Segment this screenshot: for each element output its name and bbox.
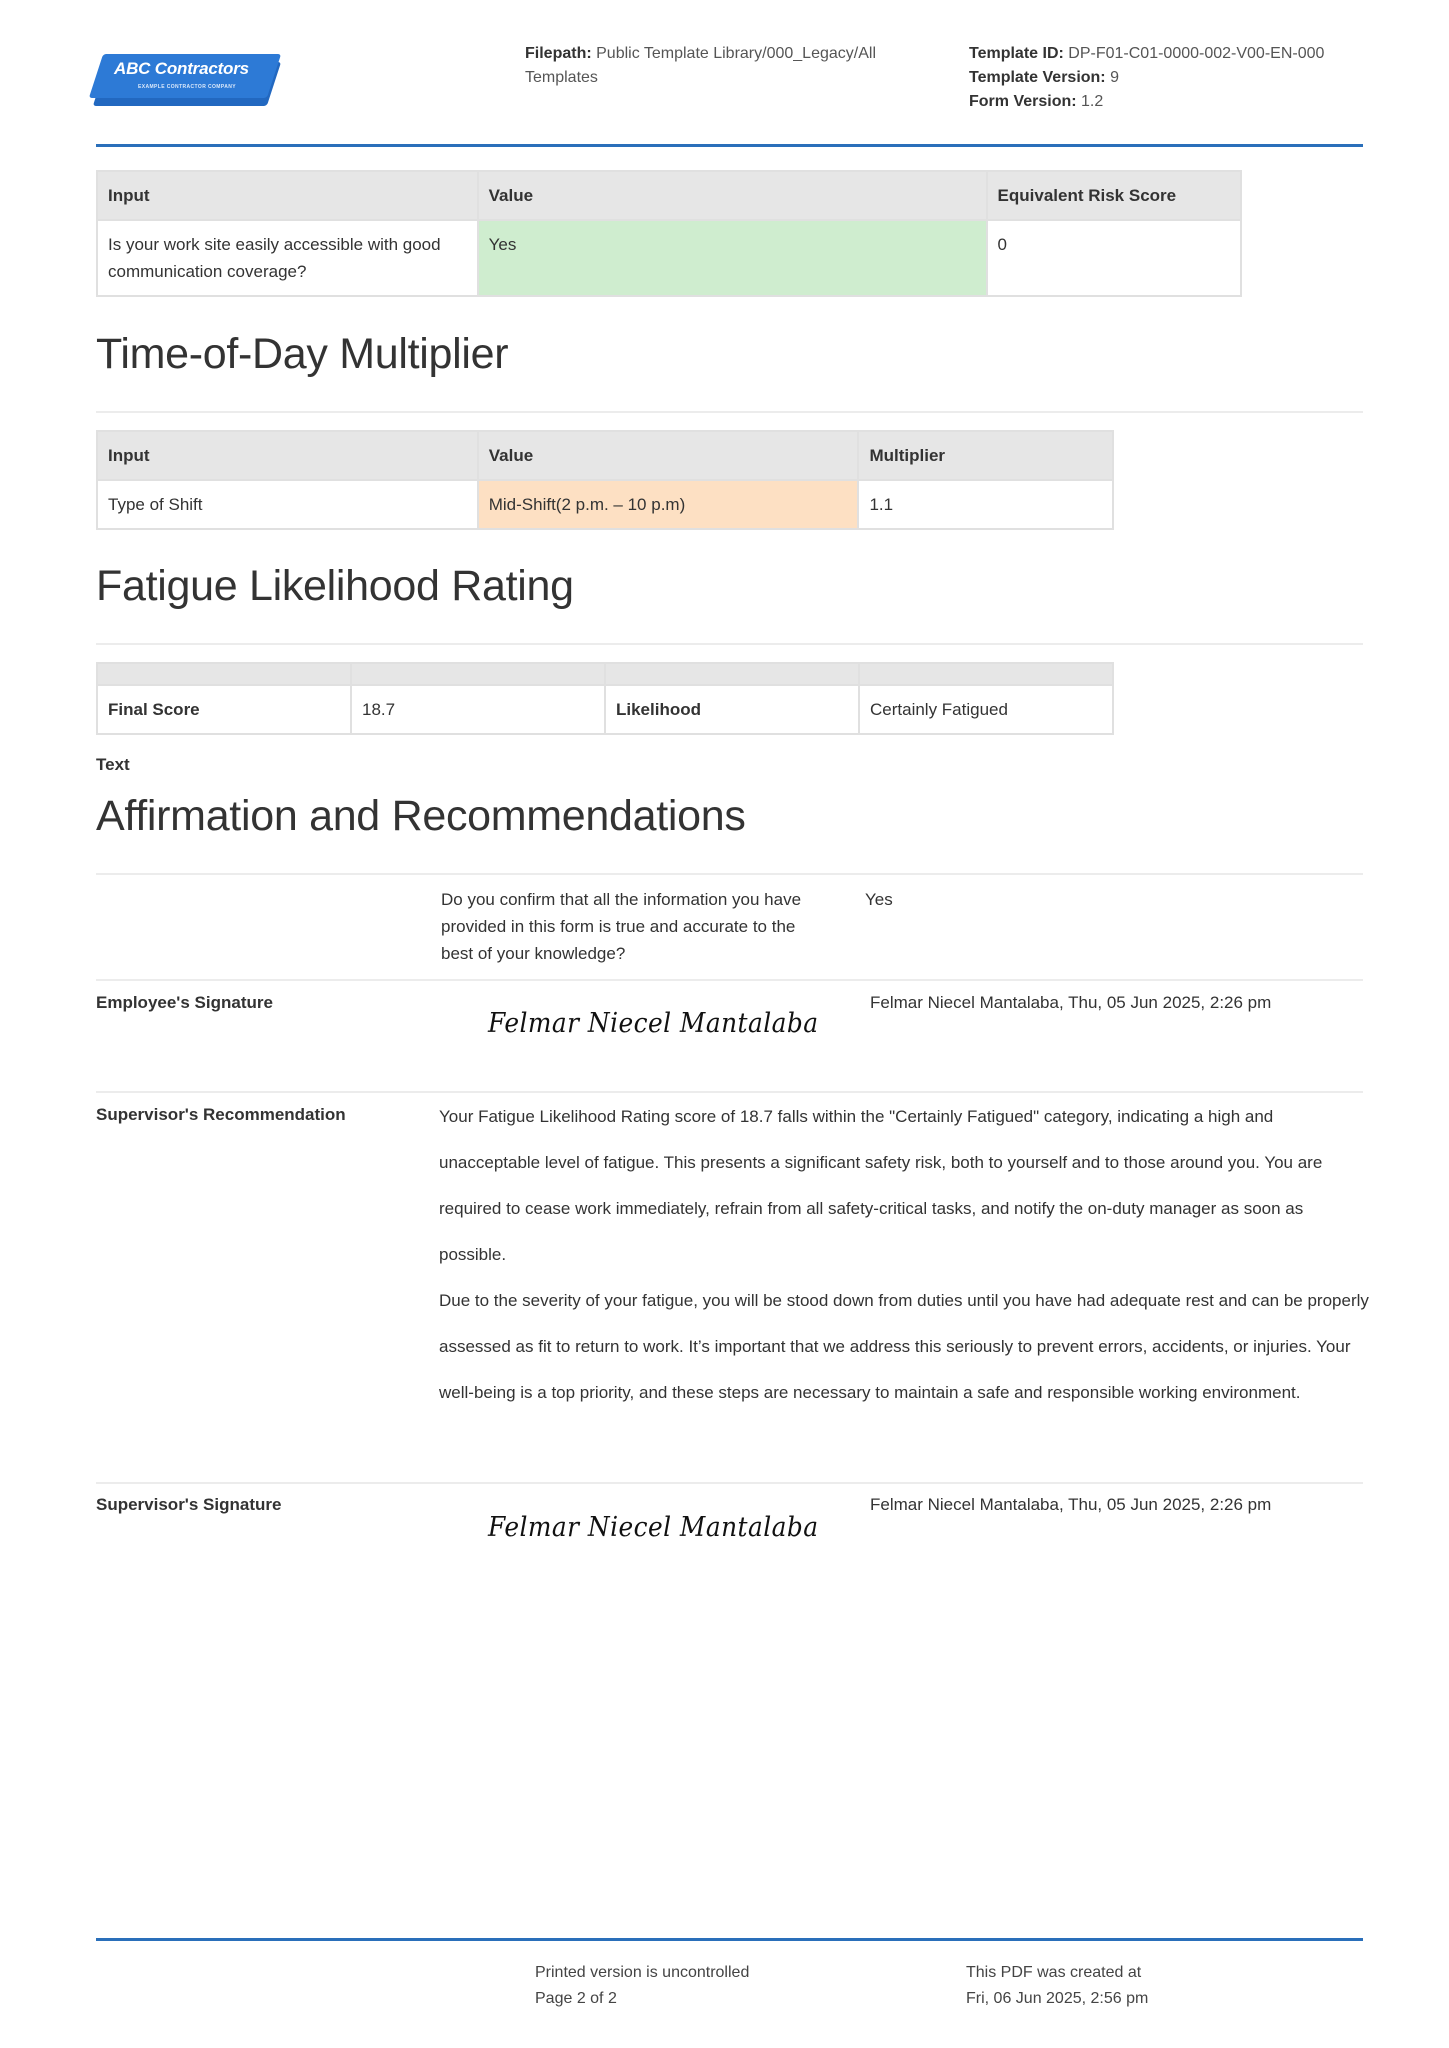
header-divider xyxy=(96,144,1363,147)
row-divider xyxy=(96,979,1363,981)
created-timestamp: Fri, 06 Jun 2025, 2:56 pm xyxy=(966,1990,1149,2007)
page-header xyxy=(96,40,1363,146)
section-title-time-of-day: Time-of-Day Multiplier xyxy=(96,330,509,378)
column-header-risk-score: Equivalent Risk Score xyxy=(987,171,1241,220)
section-divider xyxy=(96,643,1363,645)
column-header-value: Value xyxy=(478,171,987,220)
time-of-day-table xyxy=(96,430,1114,530)
confirm-answer: Yes xyxy=(865,890,893,909)
row-divider xyxy=(96,1482,1363,1484)
logo-title: ABC Contractors xyxy=(114,59,249,78)
column-header-value: Value xyxy=(478,431,859,480)
risk-score-table xyxy=(96,170,1242,297)
empty-header-cell xyxy=(97,663,351,685)
page-number: Page 2 of 2 xyxy=(535,1990,617,2007)
supervisor-recommendation-text xyxy=(439,1094,1369,1416)
section-title-affirmation: Affirmation and Recommendations xyxy=(96,792,746,840)
employee-signature-meta: Felmar Niecel Mantalaba, Thu, 05 Jun 2025, 2:26 pm xyxy=(870,993,1272,1012)
recommendation-paragraph: Your Fatigue Likelihood Rating score of 18.7 falls within the "Certainly Fatigued" category, indicating a high and unacceptable level of fatigue. This presents a significant safety risk, both to yourself and to those around you. You are required to cease work immediately, refrain from all safety-critical tasks, and notify the on-duty manager as soon as possible. xyxy=(439,1107,1323,1264)
filepath-label: Filepath: xyxy=(525,45,592,62)
table-row xyxy=(97,480,1113,529)
column-header-input: Input xyxy=(97,171,478,220)
employee-signature-label: Employee's Signature xyxy=(96,993,273,1012)
template-id-label: Template ID: xyxy=(969,45,1064,62)
created-label: This PDF was created at xyxy=(966,1964,1142,1981)
confirm-question: Do you confirm that all the information you have provided in this form is true and accurate to the best of your knowledge? xyxy=(441,890,802,963)
empty-header-cell xyxy=(605,663,859,685)
form-version-label: Form Version: xyxy=(969,93,1077,110)
input-cell: Type of Shift xyxy=(97,480,478,529)
supervisor-signature-image: Felmar Niecel Mantalaba xyxy=(488,1512,819,1543)
form-version-value: 1.2 xyxy=(1081,93,1104,110)
template-meta xyxy=(969,42,1369,114)
empty-header-cell xyxy=(351,663,605,685)
template-id xyxy=(969,42,1369,66)
value-cell: Mid-Shift(2 p.m. – 10 p.m) xyxy=(478,480,859,529)
template-version xyxy=(969,66,1369,90)
employee-signature-image: Felmar Niecel Mantalaba xyxy=(488,1008,819,1039)
filepath-meta xyxy=(525,42,925,90)
supervisor-recommendation-label: Supervisor's Recommendation xyxy=(96,1105,346,1124)
risk-score-cell: 0 xyxy=(987,220,1241,296)
likelihood-label: Likelihood xyxy=(605,685,859,734)
row-divider xyxy=(96,1091,1363,1093)
template-version-value: 9 xyxy=(1110,69,1119,86)
supervisor-signature-label: Supervisor's Signature xyxy=(96,1495,282,1514)
logo-subtitle: EXAMPLE CONTRACTOR COMPANY xyxy=(138,84,236,90)
value-cell: Yes xyxy=(478,220,987,296)
filepath-value: Public Template Library/000_Legacy/All Templates xyxy=(525,45,876,86)
table-row xyxy=(97,220,1241,296)
multiplier-cell: 1.1 xyxy=(858,480,1113,529)
section-title-fatigue-rating: Fatigue Likelihood Rating xyxy=(96,562,574,610)
section-divider xyxy=(96,411,1363,413)
recommendation-paragraph: Due to the severity of your fatigue, you will be stood down from duties until you have had adequate rest and can be properly assessed as fit to return to work. It’s important that we address this seriously to prevent errors, accidents, or injuries. Your well-being is a top priority, and these steps are necessary to maintain a safe and responsible working environment. xyxy=(439,1291,1369,1402)
final-score-value: 18.7 xyxy=(351,685,605,734)
table-header-row xyxy=(97,171,1241,220)
template-version-label: Template Version: xyxy=(969,69,1106,86)
empty-header-cell xyxy=(859,663,1113,685)
column-header-input: Input xyxy=(97,431,478,480)
input-cell: Is your work site easily accessible with good communication coverage? xyxy=(97,220,478,296)
footer-right xyxy=(966,1960,1148,2012)
uncontrolled-notice: Printed version is uncontrolled xyxy=(535,1964,750,1981)
table-header-row xyxy=(97,663,1113,685)
section-divider xyxy=(96,873,1363,875)
table-header-row xyxy=(97,431,1113,480)
text-label: Text xyxy=(96,755,130,774)
company-logo xyxy=(96,54,278,106)
fatigue-rating-table xyxy=(96,662,1114,735)
likelihood-value: Certainly Fatigued xyxy=(859,685,1113,734)
footer-divider xyxy=(96,1938,1363,1941)
supervisor-signature-meta: Felmar Niecel Mantalaba, Thu, 05 Jun 2025, 2:26 pm xyxy=(870,1495,1272,1514)
footer-left xyxy=(535,1960,749,2012)
final-score-label: Final Score xyxy=(97,685,351,734)
table-row xyxy=(97,685,1113,734)
column-header-multiplier: Multiplier xyxy=(858,431,1113,480)
form-version xyxy=(969,90,1369,114)
template-id-value: DP-F01-C01-0000-002-V00-EN-000 xyxy=(1068,45,1325,62)
